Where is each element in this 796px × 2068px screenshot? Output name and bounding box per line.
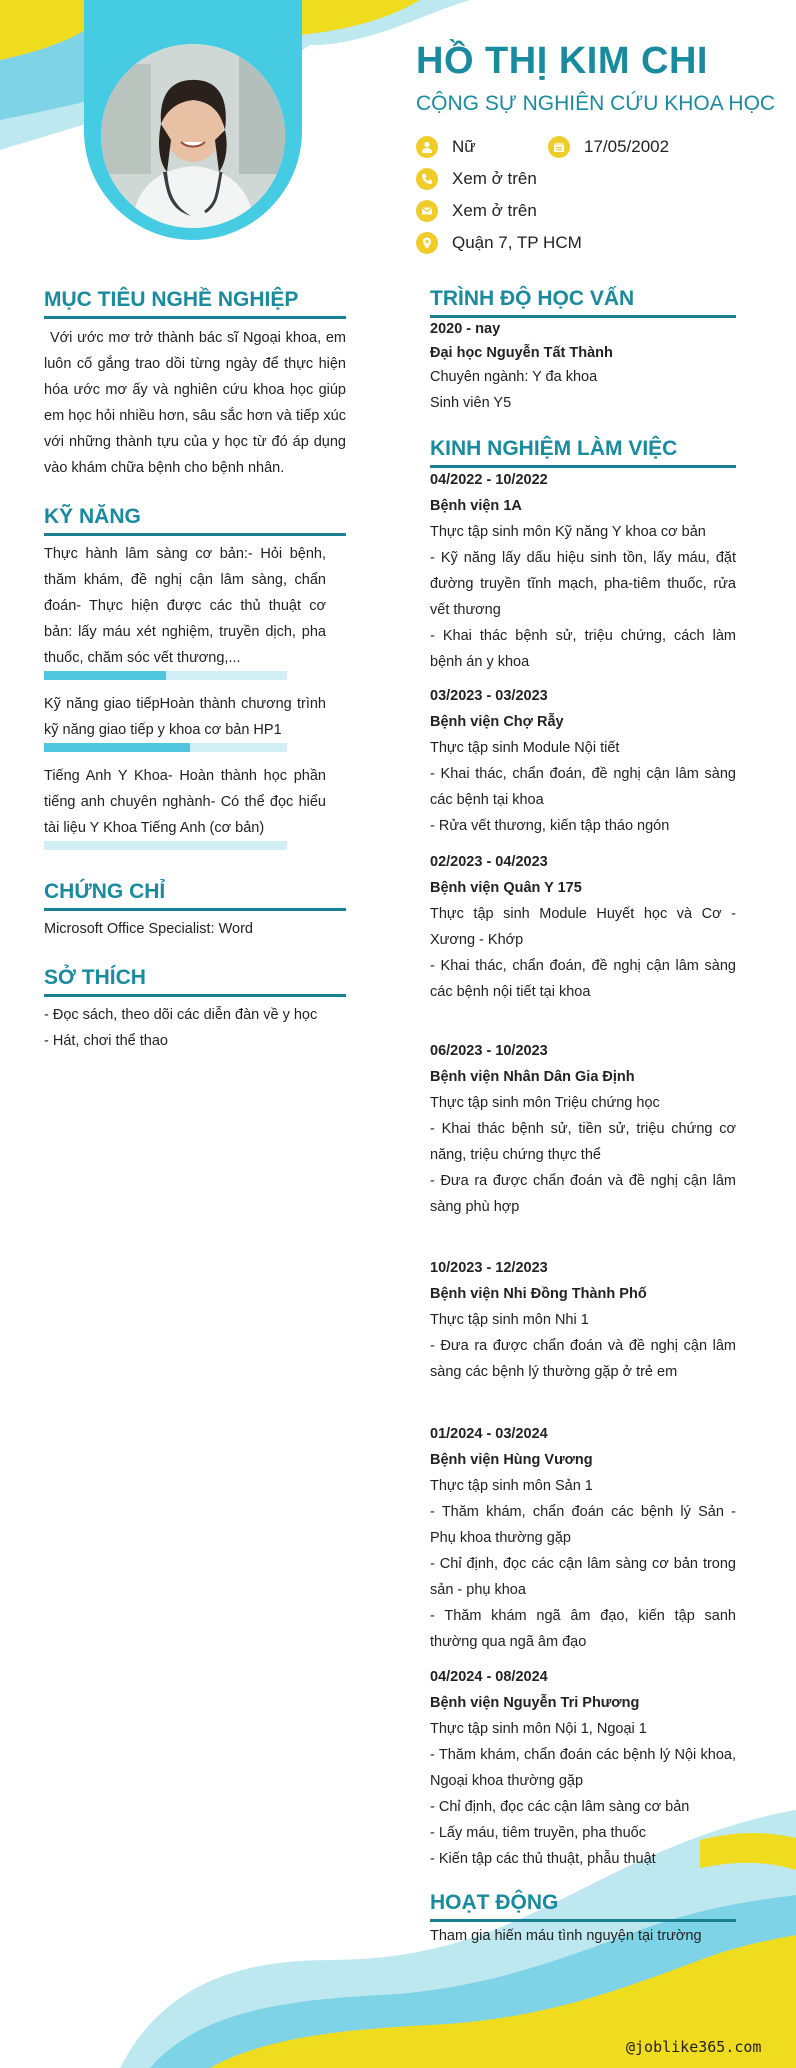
objective-divider xyxy=(44,316,346,319)
skill-level-fill xyxy=(44,671,166,680)
skill-level-bar xyxy=(44,671,287,680)
experience-detail: - Thăm khám ngã âm đạo, kiến tập sanh thường qua ngã âm đạo xyxy=(430,1608,736,1650)
birthdate-row xyxy=(548,136,669,158)
education-status: Sinh viên Y5 xyxy=(430,395,512,411)
experience-detail: Thực tập sinh môn Triệu chứng học xyxy=(430,1095,660,1111)
avatar xyxy=(101,44,285,228)
skill-text: Tiếng Anh Y Khoa- Hoàn thành học phần tiếng anh chuyên nghành- Có thể đọc hiểu tài liệu Y Khoa Tiếng Anh (cơ bản) xyxy=(44,768,326,836)
experience-detail: - Khai thác, chẩn đoán, đề nghị cận lâm sàng các bệnh nội tiết tại khoa xyxy=(430,958,736,1000)
experience-date: 03/2023 - 03/2023 xyxy=(430,688,548,704)
email-value: Xem ở trên xyxy=(452,201,537,220)
experience-detail: Thực tập sinh môn Nhi 1 xyxy=(430,1312,589,1328)
experience-detail: - Chỉ định, đọc các cận lâm sàng cơ bản xyxy=(430,1799,690,1815)
experience-organization: Bệnh viện Nhi Đồng Thành Phố xyxy=(430,1286,647,1302)
candidate-name: HỒ THỊ KIM CHI xyxy=(416,40,708,82)
experience-detail: - Đưa ra được chẩn đoán và đề nghị cận lâm sàng phù hợp xyxy=(430,1173,736,1215)
experience-date: 10/2023 - 12/2023 xyxy=(430,1260,548,1276)
email-icon xyxy=(416,200,438,222)
job-title: CỘNG SỰ NGHIÊN CỨU KHOA HỌC xyxy=(416,92,776,115)
objective-title: MỤC TIÊU NGHỀ NGHIỆP xyxy=(44,288,299,311)
experience-organization: Bệnh viện Quân Y 175 xyxy=(430,880,582,896)
experience-detail: - Đưa ra được chẩn đoán và đề nghị cận lâm sàng các bệnh lý thường gặp ở trẻ em xyxy=(430,1338,736,1380)
skills-divider xyxy=(44,533,346,536)
experience-detail: - Khai thác bệnh sử, triệu chứng, cách làm bệnh án y khoa xyxy=(430,628,736,670)
skills-title: KỸ NĂNG xyxy=(44,505,141,528)
activity-item: Tham gia hiến máu tình nguyện tại trường xyxy=(430,1928,702,1944)
experience-item xyxy=(430,1038,736,1220)
education-title: TRÌNH ĐỘ HỌC VẤN xyxy=(430,287,635,310)
person-icon xyxy=(416,136,438,158)
experience-date: 02/2023 - 04/2023 xyxy=(430,854,548,870)
phone-row xyxy=(416,168,537,190)
certificate-item: Microsoft Office Specialist: Word xyxy=(44,921,253,937)
experience-detail: Thực tập sinh môn Nội 1, Ngoại 1 xyxy=(430,1721,647,1737)
experience-detail: - Thăm khám, chẩn đoán các bệnh lý Sản - Phụ khoa thường gặp xyxy=(430,1504,736,1546)
experience-item xyxy=(430,1421,736,1655)
email-row xyxy=(416,200,537,222)
experience-date: 04/2022 - 10/2022 xyxy=(430,472,548,488)
phone-icon xyxy=(416,168,438,190)
skill-text: Thực hành lâm sàng cơ bản:- Hỏi bệnh, thăm khám, đề nghị cận lâm sàng, chẩn đoán- Thực hiện được các thủ thuật cơ bản: lấy máu xét nghiệm, truyền dịch, pha thuốc, chăm sóc vết thương,... xyxy=(44,546,326,666)
watermark: @joblike365.com xyxy=(626,2038,762,2056)
location-pin-icon xyxy=(416,232,438,254)
experience-detail: - Kỹ năng lấy dấu hiệu sinh tồn, lấy máu, đặt đường truyền tĩnh mạch, pha-tiêm thuốc, rửa vết thương xyxy=(430,550,736,618)
calendar-icon xyxy=(548,136,570,158)
address-row xyxy=(416,232,582,254)
phone-value: Xem ở trên xyxy=(452,169,537,188)
experience-detail: Thực tập sinh môn Kỹ năng Y khoa cơ bản xyxy=(430,524,706,540)
skill-level-fill xyxy=(44,743,190,752)
certificates-divider xyxy=(44,908,346,911)
experience-organization: Bệnh viện Hùng Vương xyxy=(430,1452,593,1468)
experience-date: 06/2023 - 10/2023 xyxy=(430,1043,548,1059)
activities-title: HOẠT ĐỘNG xyxy=(430,1891,559,1914)
certificates-title: CHỨNG CHỈ xyxy=(44,880,166,903)
education-period: 2020 - nay xyxy=(430,321,501,337)
experience-detail: - Khai thác, chẩn đoán, đề nghị cận lâm sàng các bệnh tại khoa xyxy=(430,766,736,808)
objective-text: Với ước mơ trở thành bác sĩ Ngoại khoa, em luôn cố gắng trao dồi từng ngày để thực hiện hóa ước mơ ấy và nghiên cứu khoa học giúp em học hỏi nhiều hơn, sâu sắc hơn và tiếp xúc với những thành tựu của y học từ đó áp dụng vào khám chữa bệnh cho bệnh nhân. xyxy=(44,330,346,476)
experience-item xyxy=(430,683,736,839)
experience-title: KINH NGHIỆM LÀM VIỆC xyxy=(430,437,678,460)
experience-date: 04/2024 - 08/2024 xyxy=(430,1669,548,1685)
address-value: Quận 7, TP HCM xyxy=(452,233,582,252)
hobbies-divider xyxy=(44,994,346,997)
skill-level-bar xyxy=(44,743,287,752)
experience-detail: - Lấy máu, tiêm truyền, pha thuốc xyxy=(430,1825,646,1841)
experience-detail: - Rửa vết thương, kiến tập tháo ngón xyxy=(430,818,670,834)
hobbies-title: SỞ THÍCH xyxy=(44,966,146,989)
hobby-item: - Hát, chơi thể thao xyxy=(44,1033,168,1049)
experience-detail: Thực tập sinh môn Sản 1 xyxy=(430,1478,593,1494)
education-major: Chuyên ngành: Y đa khoa xyxy=(430,369,598,385)
experience-item xyxy=(430,1255,736,1385)
skill-text: Kỹ năng giao tiếpHoàn thành chương trình kỹ năng giao tiếp y khoa cơ bản HP1 xyxy=(44,696,326,738)
experience-item xyxy=(430,467,736,675)
experience-detail: - Kiến tập các thủ thuật, phẫu thuật xyxy=(430,1851,656,1867)
experience-organization: Bệnh viện 1A xyxy=(430,498,522,514)
experience-detail: Thực tập sinh Module Huyết học và Cơ - Xương - Khớp xyxy=(430,906,736,948)
experience-detail: Thực tập sinh Module Nội tiết xyxy=(430,740,620,756)
experience-detail: - Chỉ định, đọc các cận lâm sàng cơ bản trong sản - phụ khoa xyxy=(430,1556,736,1598)
experience-item xyxy=(430,849,736,1005)
hobby-item: - Đọc sách, theo dõi các diễn đàn về y học xyxy=(44,1007,318,1023)
experience-organization: Bệnh viện Nhân Dân Gia Định xyxy=(430,1069,635,1085)
experience-detail: - Khai thác bệnh sử, tiền sử, triệu chứng cơ năng, triệu chứng thực thể xyxy=(430,1121,736,1163)
skill-level-bar xyxy=(44,841,287,850)
activities-divider xyxy=(430,1919,736,1922)
gender-row xyxy=(416,136,476,158)
gender-value: Nữ xyxy=(452,137,476,156)
birthdate-value: 17/05/2002 xyxy=(584,137,670,156)
experience-organization: Bệnh viện Nguyễn Tri Phương xyxy=(430,1695,640,1711)
education-school: Đại học Nguyễn Tất Thành xyxy=(430,345,613,361)
experience-date: 01/2024 - 03/2024 xyxy=(430,1426,548,1442)
experience-organization: Bệnh viện Chợ Rẫy xyxy=(430,714,564,730)
experience-item xyxy=(430,1664,736,1872)
experience-detail: - Thăm khám, chẩn đoán các bệnh lý Nội khoa, Ngoại khoa thường gặp xyxy=(430,1747,736,1789)
